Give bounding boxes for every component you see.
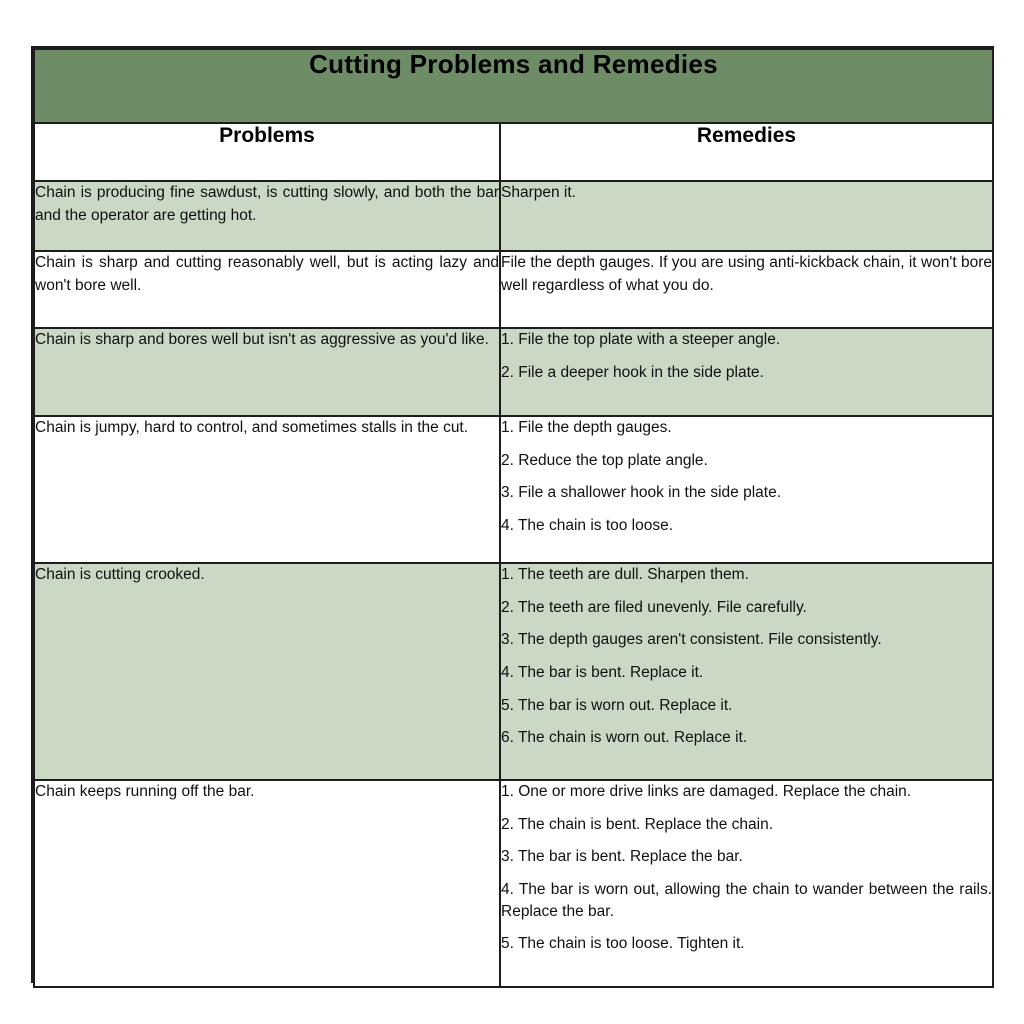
remedy-text: Sharpen it. — [501, 184, 576, 201]
problem-cell — [34, 181, 500, 251]
page-title: Cutting Problems and Remedies — [309, 49, 718, 79]
remedy-item: 1. The teeth are dull. Sharpen them. — [501, 566, 749, 583]
remedy-item: 6. The chain is worn out. Replace it. — [501, 729, 748, 747]
remedy-item: 4. The bar is bent. Replace it. — [501, 664, 704, 682]
table-row — [34, 181, 993, 251]
column-header-row — [34, 123, 993, 181]
column-header-remedies-label: Remedies — [696, 124, 797, 147]
problem-text: Chain is sharp and cutting reasonably well, but is acting lazy and won't bore well. — [35, 254, 499, 294]
problem-cell — [34, 328, 500, 416]
table-title-cell — [34, 49, 993, 123]
remedy-item: 2. File a deeper hook in the side plate. — [501, 363, 764, 381]
remedy-cell — [500, 780, 993, 987]
table-row — [34, 328, 993, 416]
remedy-cell — [500, 416, 993, 563]
title-row — [34, 49, 993, 123]
problem-cell — [34, 563, 500, 780]
remedy-item: 5. The chain is too loose. Tighten it. — [501, 935, 745, 953]
problem-text: Chain keeps running off the bar. — [35, 783, 255, 800]
remedy-cell — [500, 181, 993, 251]
remedy-item: 4. The bar is worn out, allowing the chain to wander between the rails. Replace the bar. — [501, 881, 993, 920]
table-row — [34, 780, 993, 987]
remedy-item: 1. File the depth gauges. — [501, 419, 672, 436]
column-header-remedies — [500, 123, 993, 181]
remedy-item: 2. Reduce the top plate angle. — [501, 451, 708, 469]
remedy-item: 3. The depth gauges aren't consistent. File consistently. — [501, 631, 882, 649]
remedy-item: 5. The bar is worn out. Replace it. — [501, 696, 733, 714]
remedy-list — [501, 564, 992, 749]
remedy-cell — [500, 563, 993, 780]
remedy-item: 3. The bar is bent. Replace the bar. — [501, 848, 743, 866]
remedy-item: 1. File the top plate with a steeper angle. — [501, 331, 781, 348]
remedy-item: 2. The teeth are filed unevenly. File carefully. — [501, 598, 807, 616]
remedy-cell — [500, 328, 993, 416]
remedy-item: 1. One or more drive links are damaged. Replace the chain. — [501, 783, 912, 800]
problem-cell — [34, 780, 500, 987]
problem-text: Chain is sharp and bores well but isn't as aggressive as you'd like. — [35, 331, 489, 348]
remedy-item: 3. File a shallower hook in the side plate. — [501, 484, 782, 502]
remedy-item: 4. The chain is too loose. — [501, 517, 674, 535]
table-row — [34, 563, 993, 780]
table-body — [34, 49, 993, 987]
remedy-list — [501, 329, 992, 383]
table-row — [34, 251, 993, 328]
problem-text: Chain is producing fine sawdust, is cutting slowly, and both the bar and the operator are getting hot. — [35, 184, 499, 224]
remedy-list — [501, 417, 992, 537]
remedy-list — [501, 781, 992, 955]
cutting-problems-remedies-table — [31, 46, 994, 983]
table-row — [34, 416, 993, 563]
column-header-problems-label: Problems — [219, 124, 315, 147]
problem-text: Chain is jumpy, hard to control, and sometimes stalls in the cut. — [35, 419, 469, 436]
problem-cell — [34, 416, 500, 563]
remedy-item: 2. The chain is bent. Replace the chain. — [501, 815, 773, 833]
problem-text: Chain is cutting crooked. — [35, 566, 205, 583]
table-grid — [33, 48, 994, 988]
problem-cell — [34, 251, 500, 328]
column-header-problems — [34, 123, 500, 181]
remedy-cell — [500, 251, 993, 328]
remedy-text: File the depth gauges. If you are using anti-kickback chain, it won't bore well regardless of what you do. — [501, 254, 993, 294]
